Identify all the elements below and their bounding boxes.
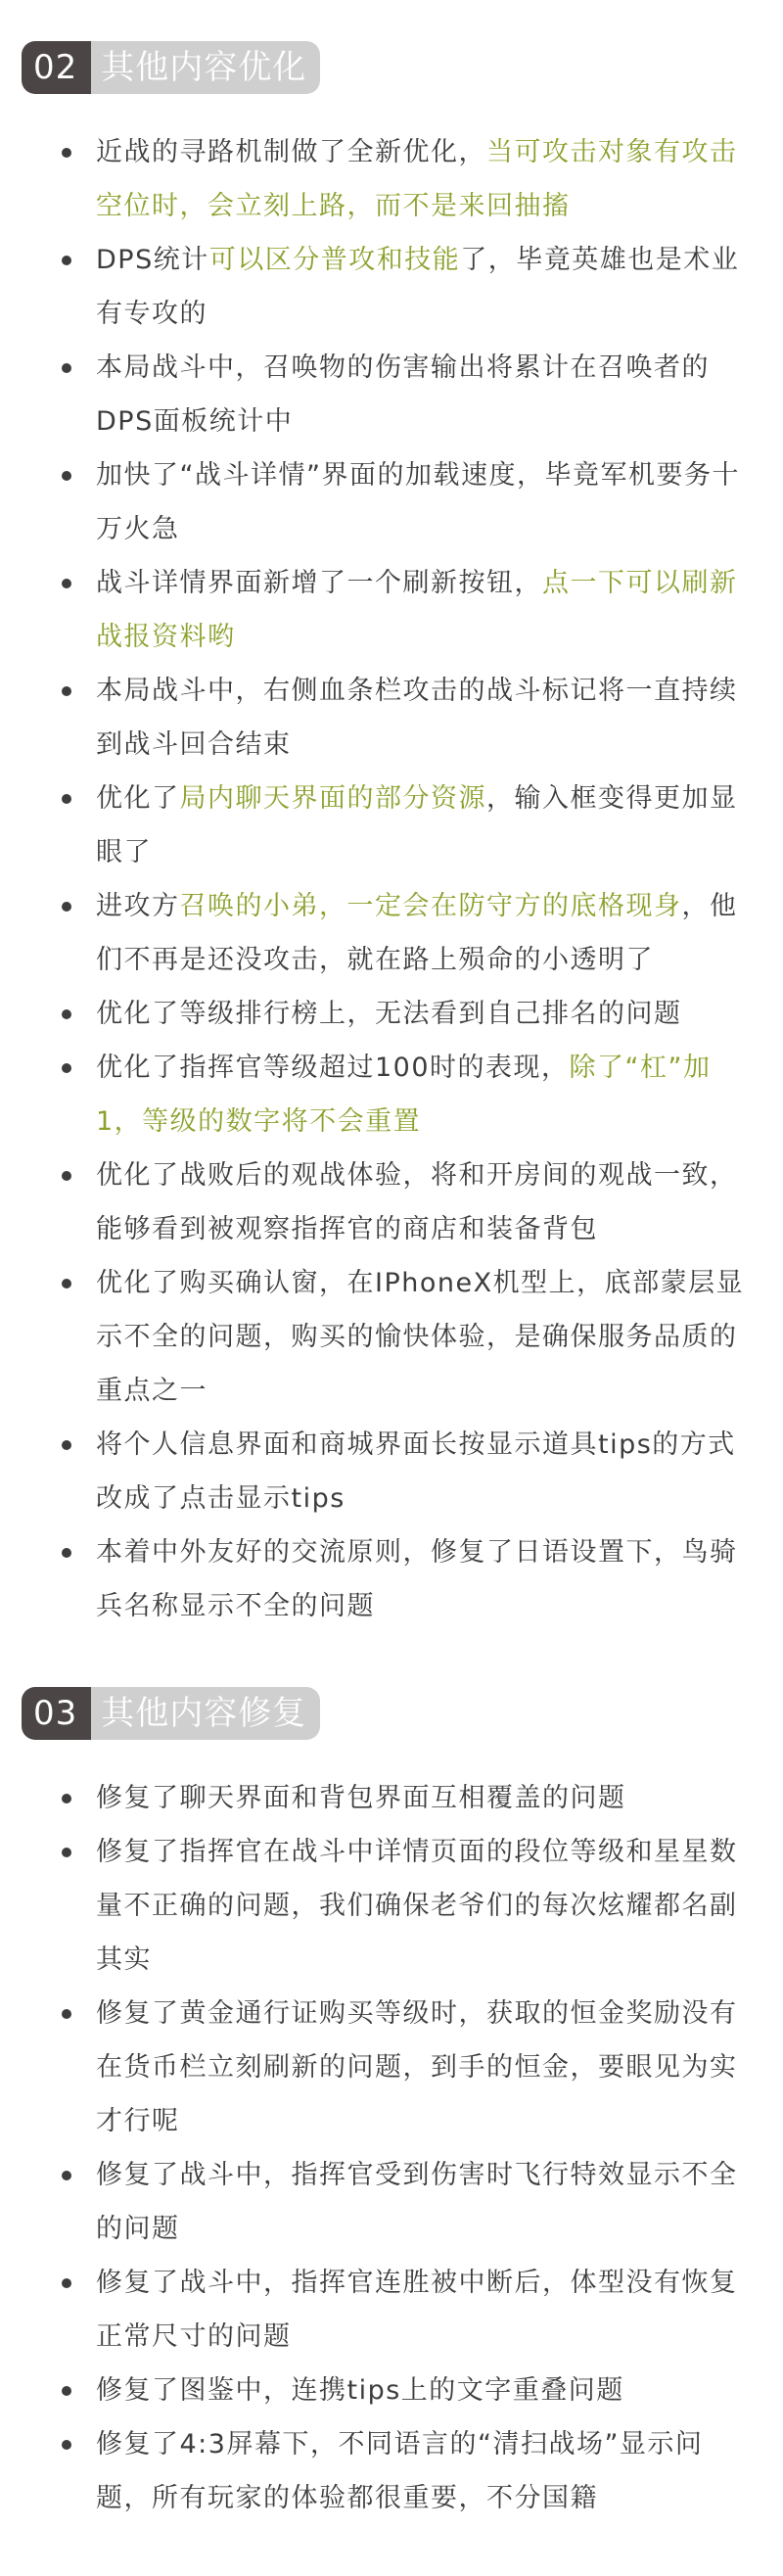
list-item — [0, 556, 783, 664]
list-item — [0, 125, 783, 233]
item-text: 近战的寻路机制做了全新优化， — [96, 137, 486, 167]
list-item — [0, 2417, 783, 2525]
item-text: ，输入框变得更加显眼了 — [96, 783, 738, 867]
list-item — [0, 1825, 783, 1987]
item-text: 修复了图鉴中，连携tips上的文字重叠问题 — [96, 2375, 624, 2406]
section-header — [22, 1687, 320, 1740]
list-item — [0, 772, 783, 879]
item-text: 修复了战斗中，指挥官受到伤害时飞行特效显示不全的问题 — [96, 2160, 738, 2244]
list-item — [0, 1256, 783, 1418]
list-item — [0, 879, 783, 987]
list-item — [0, 1148, 783, 1256]
item-text: 本着中外友好的交流原则，修复了日语设置下，鸟骑兵名称显示不全的问题 — [96, 1537, 738, 1621]
list-item — [0, 233, 783, 341]
item-text: 战斗详情界面新增了一个刷新按钮， — [96, 568, 542, 598]
item-text: 进攻方 — [96, 891, 180, 921]
section-number: 02 — [22, 41, 91, 94]
list-item — [0, 2364, 783, 2417]
item-text: 了，毕竟英雄也是术业有专攻的 — [96, 245, 740, 329]
item-text: 将个人信息界面和商城界面长按显示道具tips的方式改成了点击显示tips — [96, 1429, 736, 1514]
list-item — [0, 987, 783, 1041]
item-text: 本局战斗中，召唤物的伤害输出将累计在召唤者的DPS面板统计中 — [96, 352, 710, 437]
optimization-list — [0, 125, 783, 1633]
highlighted-text: 点一下可以刷新战报资料哟 — [96, 568, 738, 652]
highlighted-text: 可以区分普攻和技能 — [208, 245, 461, 275]
item-text: ，他们不再是还没攻击，就在路上殒命的小透明了 — [96, 891, 738, 975]
section-title: 其他内容优化 — [91, 41, 320, 94]
item-text: DPS统计 — [96, 245, 209, 275]
list-item — [0, 1418, 783, 1525]
item-text: 优化了战败后的观战体验，将和开房间的观战一致，能够看到被观察指挥官的商店和装备背包 — [96, 1160, 738, 1244]
item-text: 修复了战斗中，指挥官连胜被中断后，体型没有恢复正常尺寸的问题 — [96, 2268, 738, 2352]
section-fixes — [0, 1633, 783, 2525]
list-item — [0, 664, 783, 772]
item-text: 修复了黄金通行证购买等级时，获取的恒金奖励没有在货币栏立刻刷新的问题，到手的恒金，要眼见为实才行呢 — [96, 1998, 738, 2136]
item-text: 加快了“战斗详情”界面的加载速度，毕竟军机要务十万火急 — [96, 460, 740, 544]
item-text: 本局战斗中，右侧血条栏攻击的战斗标记将一直持续到战斗回合结束 — [96, 676, 738, 760]
highlighted-text: 除了“杠”加1，等级的数字将不会重置 — [96, 1053, 712, 1137]
fix-list — [0, 1771, 783, 2525]
list-item — [0, 1987, 783, 2148]
item-text: 优化了 — [96, 783, 180, 814]
section-number: 03 — [22, 1687, 91, 1740]
list-item — [0, 448, 783, 556]
highlighted-text: 召唤的小弟，一定会在防守方的底格现身 — [179, 891, 682, 921]
highlighted-text: 局内聊天界面的部分资源 — [179, 783, 486, 814]
item-text: 修复了聊天界面和背包界面互相覆盖的问题 — [96, 1783, 626, 1813]
section-header — [22, 41, 320, 94]
list-item — [0, 341, 783, 448]
highlighted-text: 当可攻击对象有攻击空位时，会立刻上路，而不是来回抽搐 — [96, 137, 738, 221]
list-item — [0, 2148, 783, 2256]
item-text: 优化了购买确认窗，在IPhoneX机型上，底部蒙层显示不全的问题，购买的愉快体验，是确保服务品质的重点之一 — [96, 1268, 745, 1406]
list-item — [0, 1041, 783, 1148]
item-text: 修复了指挥官在战斗中详情页面的段位等级和星星数量不正确的问题，我们确保老爷们的每次炫耀都名副其实 — [96, 1837, 738, 1975]
list-item — [0, 1771, 783, 1825]
list-item — [0, 1525, 783, 1633]
item-text: 优化了等级排行榜上，无法看到自己排名的问题 — [96, 999, 682, 1029]
item-text: 优化了指挥官等级超过100时的表现， — [96, 1053, 570, 1083]
item-text: 修复了4:3屏幕下，不同语言的“清扫战场”显示问题，所有玩家的体验都很重要，不分国籍 — [96, 2429, 704, 2513]
list-item — [0, 2256, 783, 2364]
section-title: 其他内容修复 — [91, 1687, 320, 1740]
